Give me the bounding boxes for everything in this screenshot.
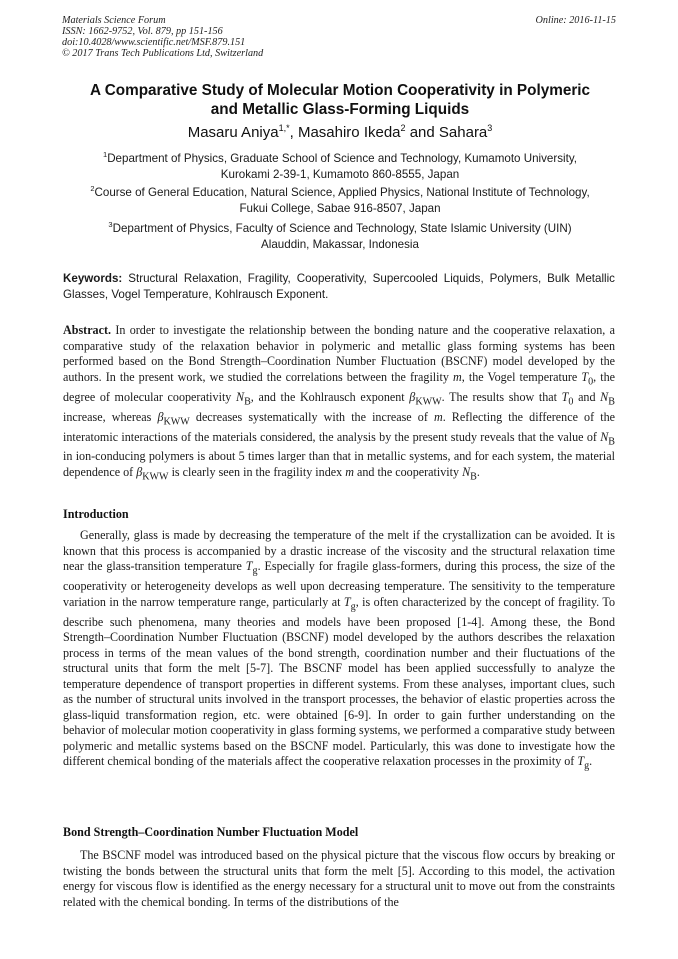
abstract	[63, 323, 615, 485]
journal-doi: doi:10.4028/www.scientific.net/MSF.879.151	[62, 37, 246, 48]
abstract-text: In order to investigate the relationship between the bonding nature and the cooperative relaxation, a comparative study of the relaxation behavior in polymeric and metallic glass forming systems has been performed based on the Bond Strength–Coordination Number Fluctuation (BSCNF) model developed by the authors. In the present work, we studied the correlations between the fragility	[63, 323, 615, 384]
author-1: Masaru Aniya	[187, 124, 279, 141]
abstract-text: decreases systematically with the increase of	[189, 409, 434, 424]
title-line-1: A Comparative Study of Molecular Motion Cooperativity in Polymeric	[89, 82, 591, 99]
paper-title	[40, 81, 640, 119]
affiliation-line: Kurokami 2-39-1, Kumamoto 860-8555, Japan	[220, 167, 460, 181]
math-sub: B	[608, 435, 615, 447]
math-beta: β	[157, 409, 164, 424]
math-sub: B	[608, 396, 615, 407]
author-separator: ,	[289, 124, 298, 141]
abstract-text: . The results show that	[441, 389, 562, 404]
author-1-affil-mark: 1,*	[278, 123, 290, 133]
affiliation-line: Course of General Education, Natural Science, Applied Physics, National Institute of Technology,	[94, 186, 590, 199]
math-sub: 0	[568, 396, 574, 407]
math-sub: g	[350, 601, 356, 612]
author-list	[40, 124, 640, 142]
math-T: T	[245, 559, 253, 574]
abstract-text: in ion-conducing polymers is about 5 times larger than that in metallic systems, and for each system, the material dependence of	[63, 449, 615, 479]
author-3: Sahara	[438, 124, 488, 141]
affiliation-mark: 2	[90, 184, 95, 193]
affiliation-line: Department of Physics, Graduate School of Science and Technology, Kumamoto University,	[107, 152, 577, 165]
abstract-text: and the cooperativity	[353, 465, 463, 479]
math-sub: B	[244, 396, 251, 407]
abstract-text: , the degree of molecular cooperativity	[63, 369, 615, 404]
math-m: m	[345, 465, 354, 479]
author-2: Masahiro Ikeda	[297, 124, 401, 141]
math-N: N	[600, 389, 609, 404]
math-T: T	[577, 754, 585, 769]
journal-copyright: © 2017 Trans Tech Publications Ltd, Switzerland	[62, 48, 264, 59]
affiliation-1	[50, 151, 630, 182]
section-heading-bscnf: Bond Strength–Coordination Number Fluctuation Model	[63, 825, 359, 839]
paragraph-text: Generally, glass is made by decreasing the temperature of the melt if the crystallization can be avoided. It is known that this process is accompanied by a drastic increase of the viscosity and the structural relaxation time near the glass-transition temperature	[63, 528, 615, 574]
math-N: N	[462, 465, 471, 479]
paragraph-text: . Especially for fragile glass-formers, during this process, the size of the cooperativity or heterogeneity develops as well upon decreasing temperature. The sensitivity to the temperature variation in the narrow temperature range, particularly at	[63, 559, 615, 609]
abstract-text: is clearly seen in the fragility index	[168, 465, 346, 479]
abstract-text: , the Vogel temperature	[461, 369, 582, 384]
affiliation-2	[50, 185, 630, 216]
paragraph-text: .	[589, 754, 593, 769]
math-sub: B	[470, 471, 477, 483]
math-sub: g	[584, 760, 590, 772]
abstract-text: , and the Kohlrausch exponent	[250, 389, 410, 404]
math-sub: 0	[588, 376, 594, 388]
bscnf-paragraph: The BSCNF model was introduced based on the physical picture that the viscous flow occurs by breaking or twisting the bonds between the structural units that form the melt [5]. According to this model, the activation energy for viscous flow is identified as the energy necessary for a structural unit to move out from the constraints related with the chemical bonding. In terms of the distributions of the	[63, 848, 615, 909]
section-heading-introduction: Introduction	[63, 507, 129, 521]
author-separator: and	[405, 124, 439, 141]
author-3-affil-mark: 3	[487, 123, 493, 133]
online-date: Online: 2016-11-15	[535, 15, 616, 26]
affiliation-line: Fukui College, Sabae 916-8507, Japan	[239, 201, 441, 215]
abstract-label: Abstract.	[63, 323, 112, 337]
abstract-text: . Reflecting the difference of the interatomic interactions of the materials considered, the analysis by the present study reveals that the value of	[63, 409, 615, 444]
affiliation-mark: 1	[103, 150, 108, 159]
math-sub: KWW	[415, 396, 442, 407]
title-line-2: and Metallic Glass-Forming Liquids	[210, 101, 470, 118]
math-beta: β	[409, 389, 416, 404]
math-sub: KWW	[163, 415, 190, 427]
abstract-text: .	[476, 465, 480, 479]
math-m: m	[453, 369, 462, 384]
affiliation-line: Department of Physics, Faculty of Science and Technology, State Islamic University (UIN)	[112, 222, 572, 235]
math-sub: g	[252, 565, 258, 577]
math-N: N	[600, 429, 609, 444]
math-T: T	[343, 594, 351, 609]
math-m: m	[433, 409, 443, 424]
journal-header	[62, 15, 622, 59]
math-sub: KWW	[142, 471, 169, 483]
abstract-text: and	[573, 389, 601, 404]
affiliation-mark: 3	[108, 220, 113, 229]
abstract-text: increase, whereas	[63, 409, 158, 424]
journal-name: Materials Science Forum	[62, 15, 166, 26]
keywords-label: Keywords:	[63, 272, 123, 285]
math-T: T	[561, 389, 569, 404]
keywords-text: Structural Relaxation, Fragility, Cooperativity, Supercooled Liquids, Polymers, Bulk Metallic Glasses, Vogel Temperature, Kohlrausch Exponent.	[63, 272, 615, 301]
journal-issn: ISSN: 1662-9752, Vol. 879, pp 151-156	[62, 26, 223, 37]
math-beta: β	[136, 465, 143, 479]
math-N: N	[235, 389, 245, 404]
author-2-affil-mark: 2	[400, 123, 406, 133]
math-T: T	[581, 369, 589, 384]
introduction-paragraph	[63, 528, 615, 774]
affiliation-3	[50, 221, 630, 252]
affiliation-line: Alauddin, Makassar, Indonesia	[261, 237, 419, 251]
paragraph-text: , is often characterized by the concept of fragility. To describe such phenomena, many theories and models have been proposed [1-4]. Among these, the Bond Strength–Coordination Number Fluctuation (BSCNF) model developed by the authors describes the relaxation process in terms of the mean values of the bond strength, coordination number and their fluctuations of the structural units that form the melt [5-7]. The BSCNF model has been applied successfully to analyze the temperature dependence of transport properties in different systems. From these analyses, important clues, such as the number of structural units involved in the transport processes, the behavior of elastic properties across the glass-liquid transformation region, etc. were obtained [6-9]. In order to gain further understanding on the behavior of molecular motion cooperativity in glass forming systems, we performed a comparative study between polymeric and metallic systems based on the BSCNF model. Particularly, this was done to investigate how the different chemical bonding of the materials affect the cooperative relaxation processes in the proximity of	[63, 594, 615, 769]
keywords	[63, 271, 615, 302]
